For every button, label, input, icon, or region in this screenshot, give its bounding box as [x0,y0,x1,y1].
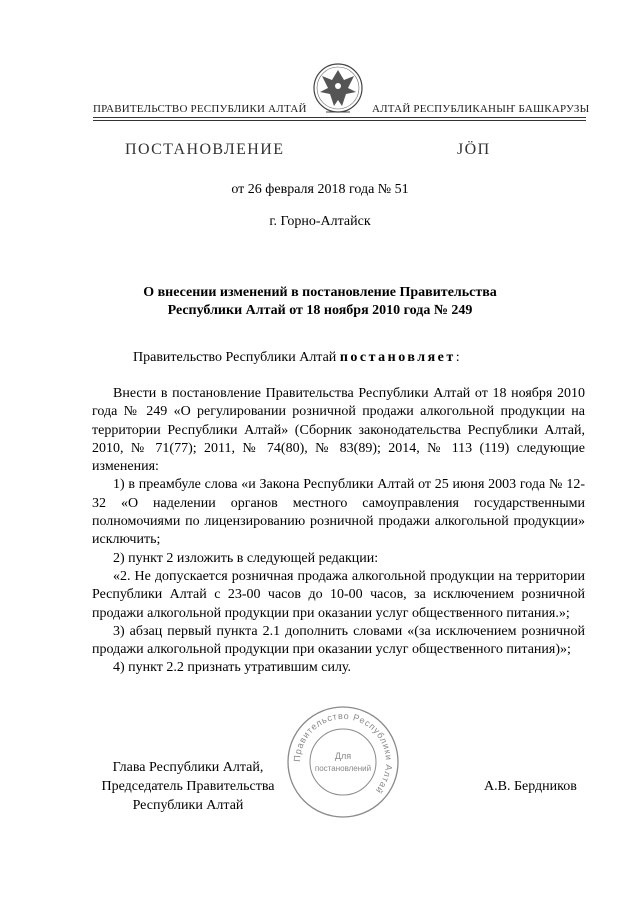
document-title [80,284,560,320]
stamp-line-2: постановлений [314,764,372,773]
document-city: г. Горно-Алтайск [269,214,371,229]
body-paragraph: «2. Не допускается розничная продажа алкогольной продукции на территории Республики Алтай с 23-00 часов до 10-00 часов, за исключением розничной продажи алкогольной продукции при оказании услуг общественного питания.»; [92,568,585,621]
official-stamp [286,705,400,819]
title-line-1: О внесении изменений в постановление Правительства [143,285,497,300]
preamble [133,350,460,366]
title-line-2: Республики Алтай от 18 ноября 2010 года № 249 [167,303,473,318]
stamp-line-1: Для [334,751,352,761]
document-date: от 26 февраля 2018 года № 51 [231,182,409,197]
body-paragraph: Внести в постановление Правительства Республики Алтай от 18 ноября 2010 года № 249 «О регулировании розничной продажи алкогольной продукции на территории Республики Алтай» (Сборник законодательства Республики Алтай, 2010, № 71(77); 2011, № 74(80), № 83(89); 2014, № 113 (119) следующие изменения: [92,386,585,475]
signatory-name: А.В. Бердников [484,779,577,794]
header-right-org: АЛТАЙ РЕСПУБЛИКАНЫҤ БАШКАРУЗЫ [372,103,590,115]
signatory-title [92,758,284,815]
signatory-line-2: Председатель Правительства [101,779,275,794]
body-paragraph: 1) в преамбуле слова «и Закона Республики Алтай от 25 июня 2003 года № 12-32 «О наделении органов местного самоуправления государственными полномочиями по лицензированию розничной продажи алкогольной продукции» исключить; [92,477,585,548]
stamp-outer-text: Правительство Республики Алтай [291,710,395,796]
preamble-tail: : [455,350,460,365]
header-rule-top [93,117,586,118]
body-paragraph: 2) пункт 2 изложить в следующей редакции: [113,550,379,566]
header-left-org: ПРАВИТЕЛЬСТВО РЕСПУБЛИКИ АЛТАЙ [93,103,307,115]
preamble-emphasis: постановляет [339,350,456,365]
doc-type-right: JÖП [457,141,491,158]
body-paragraph: 4) пункт 2.2 признать утратившим силу. [113,660,352,676]
header-rule-bottom [93,120,586,121]
body-paragraph: 3) абзац первый пункта 2.1 дополнить словами «(за исключением розничной продажи алкогольной продукции при оказании услуг общественного питания)»; [92,623,585,658]
signatory-line-1: Глава Республики Алтай, [112,760,264,775]
doc-type-left: ПОСТАНОВЛЕНИЕ [125,141,285,158]
document-body [92,385,585,678]
coat-of-arms-emblem [312,58,364,120]
signatory-line-3: Республики Алтай [132,798,244,813]
preamble-text: Правительство Республики Алтай [133,350,340,365]
